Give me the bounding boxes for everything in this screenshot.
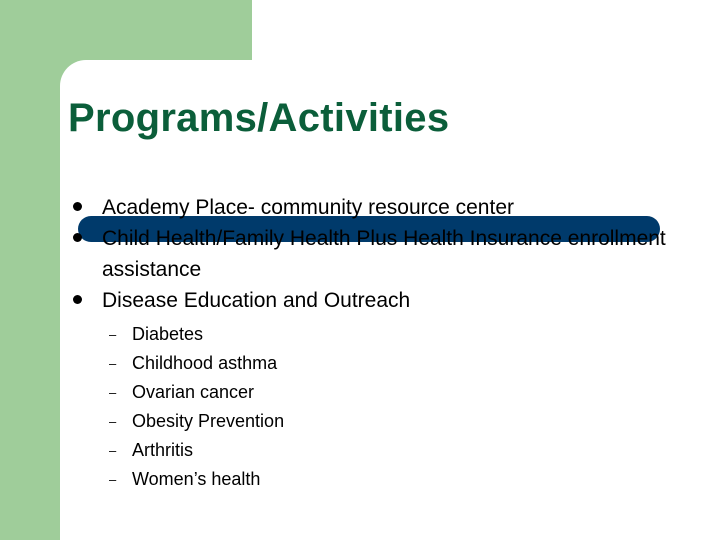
dash-icon: – — [109, 356, 117, 371]
sub-bullet-text: Diabetes — [132, 324, 204, 344]
sub-bullet-text: Ovarian cancer — [132, 382, 255, 402]
slide-title: Programs/Activities — [68, 96, 450, 140]
bullet-item — [72, 223, 672, 285]
sub-bullet-item — [72, 378, 672, 407]
dash-icon: – — [109, 443, 117, 458]
bullet-text: Academy Place- community resource center — [102, 196, 514, 219]
sub-bullet-text: Arthritis — [132, 440, 194, 460]
bullet-item — [72, 192, 672, 223]
bullet-text: Child Health/Family Health Plus Health Insurance enrollment assistance — [102, 227, 666, 281]
sub-bullet-item — [72, 436, 672, 465]
bullet-dot-icon — [73, 233, 82, 242]
sub-bullet-text: Childhood asthma — [132, 353, 278, 373]
dash-icon: – — [109, 472, 117, 487]
bullet-list — [72, 192, 672, 494]
sub-bullet-item — [72, 320, 672, 349]
bullet-item — [72, 285, 672, 494]
sub-bullet-item — [72, 349, 672, 378]
bullet-dot-icon — [73, 202, 82, 211]
sub-bullet-list — [72, 320, 672, 494]
sub-bullet-text: Obesity Prevention — [132, 411, 285, 431]
dash-icon: – — [109, 385, 117, 400]
bullet-text: Disease Education and Outreach — [102, 289, 411, 312]
dash-icon: – — [109, 327, 117, 342]
dash-icon: – — [109, 414, 117, 429]
sub-bullet-item — [72, 407, 672, 436]
sub-bullet-text: Women’s health — [132, 469, 261, 489]
sub-bullet-item — [72, 465, 672, 494]
bullet-dot-icon — [73, 295, 82, 304]
